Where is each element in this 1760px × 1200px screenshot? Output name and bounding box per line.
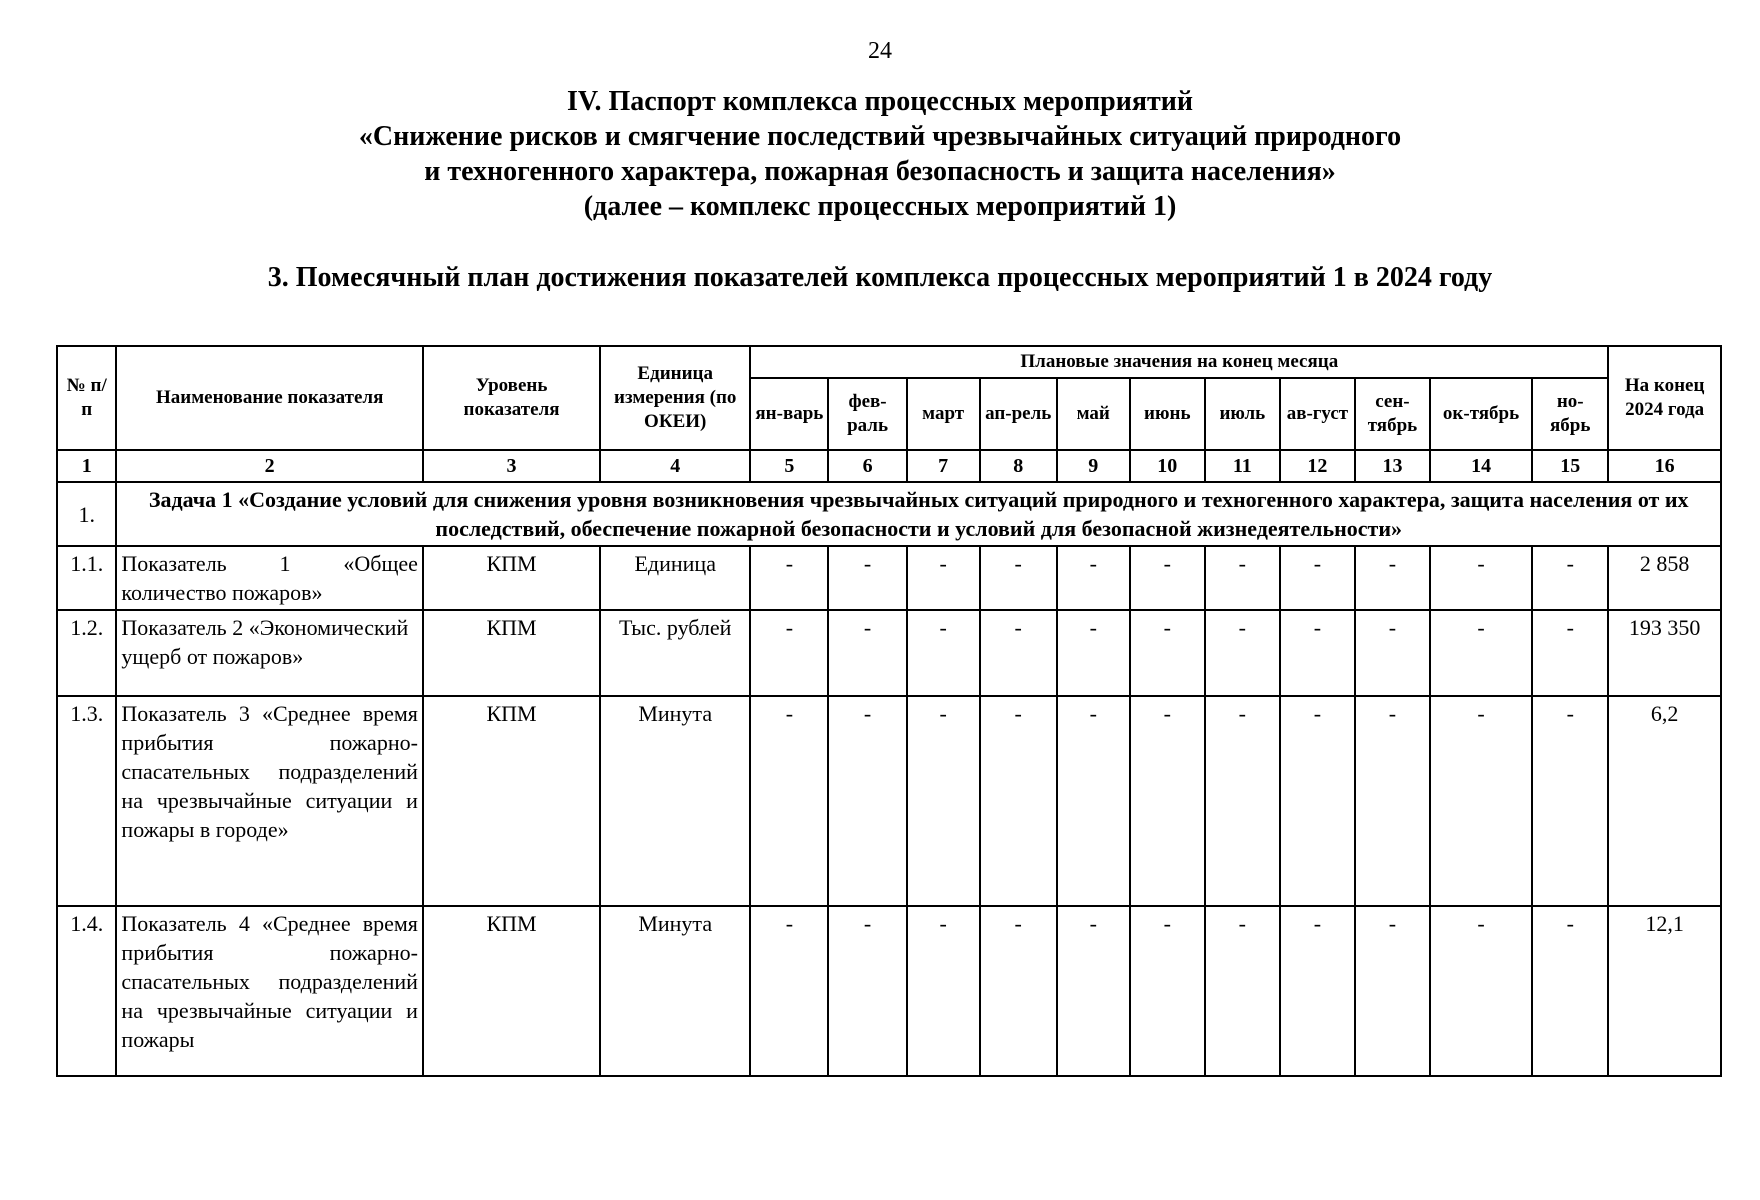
header-month: но-ябрь [1532,378,1608,450]
month-value: - [907,610,980,696]
row-num: 1.1. [57,546,116,610]
indicator-unit: Единица [600,546,750,610]
header-month: ок-тябрь [1430,378,1532,450]
table-row [57,546,1721,610]
month-value: - [1205,546,1280,610]
header-month: ав-густ [1280,378,1355,450]
month-value: - [1205,906,1280,1076]
month-value: - [1355,696,1430,906]
month-value: - [750,906,828,1076]
table-row [57,696,1721,906]
table-row [57,906,1721,1076]
indicator-level: КПМ [423,610,600,696]
column-number: 7 [907,450,980,482]
month-value: - [1130,696,1205,906]
indicator-name: Показатель 1 «Общее количество пожаров» [116,546,423,610]
section-subtitle: 3. Помесячный план достижения показателей комплекса процессных мероприятий 1 в 2024 году [267,262,1493,293]
column-number: 3 [423,450,600,482]
header-name: Наименование показателя [116,346,423,450]
header-month: июнь [1130,378,1205,450]
header-month: фев-раль [828,378,906,450]
title-line: (далее – комплекс процессных мероприятий 1) [583,191,1177,222]
row-num: 1.3. [57,696,116,906]
indicator-unit: Тыс. рублей [600,610,750,696]
header-month: ап-рель [980,378,1057,450]
month-value: - [980,546,1057,610]
header-num: № п/п [57,346,116,450]
column-number: 15 [1532,450,1608,482]
month-value: - [1130,610,1205,696]
column-number: 16 [1608,450,1721,482]
month-value: - [1532,610,1608,696]
column-number: 6 [828,450,906,482]
header-month: сен-тябрь [1355,378,1430,450]
month-value: - [907,696,980,906]
table-row [57,610,1721,696]
header-planned-values: Плановые значения на конец месяца [750,346,1608,378]
column-number: 2 [116,450,423,482]
indicator-name: Показатель 4 «Среднее время прибытия пожарно-спасательных подразделений на чрезвычайные ситуации и пожары [116,906,423,1076]
month-value: - [1057,546,1130,610]
month-value: - [1355,906,1430,1076]
indicator-level: КПМ [423,906,600,1076]
month-value: - [828,546,906,610]
final-value: 2 858 [1608,546,1721,610]
final-value: 193 350 [1608,610,1721,696]
header-level: Уровень показателя [423,346,600,450]
month-value: - [1532,906,1608,1076]
month-value: - [1130,906,1205,1076]
month-value: - [1130,546,1205,610]
column-number: 12 [1280,450,1355,482]
header-month: май [1057,378,1130,450]
month-value: - [828,906,906,1076]
month-value: - [1532,546,1608,610]
document-title [0,84,1760,224]
month-value: - [1430,696,1532,906]
header-final: На конец 2024 года [1608,346,1721,450]
month-value: - [1430,546,1532,610]
task-row [57,482,1721,546]
task-text: Задача 1 «Создание условий для снижения уровня возникновения чрезвычайных ситуаций природного и техногенного характера, защита населения от их последствий, обеспечение пожарной безопасности и условий для безопасной жизнедеятельности» [116,482,1721,546]
column-number: 11 [1205,450,1280,482]
month-value: - [1430,610,1532,696]
title-line: и техногенного характера, пожарная безопасность и защита населения» [424,156,1336,187]
month-value: - [980,696,1057,906]
title-line: «Снижение рисков и смягчение последствий чрезвычайных ситуаций природного [358,121,1402,152]
page-number: 24 [868,38,892,64]
month-value: - [828,696,906,906]
indicator-name: Показатель 2 «Экономический ущерб от пожаров» [116,610,423,696]
indicator-level: КПМ [423,696,600,906]
month-value: - [828,610,906,696]
month-value: - [980,906,1057,1076]
month-value: - [1057,906,1130,1076]
column-number: 14 [1430,450,1532,482]
month-value: - [1355,546,1430,610]
header-month: ян-варь [750,378,828,450]
monthly-plan-table [56,345,1722,1077]
month-value: - [1280,906,1355,1076]
task-num: 1. [57,482,116,546]
month-value: - [907,906,980,1076]
month-value: - [750,546,828,610]
month-value: - [1057,610,1130,696]
indicator-unit: Минута [600,906,750,1076]
indicator-unit: Минута [600,696,750,906]
column-number: 4 [600,450,750,482]
month-value: - [1280,696,1355,906]
month-value: - [1280,546,1355,610]
header-month: июль [1205,378,1280,450]
month-value: - [1280,610,1355,696]
column-number: 10 [1130,450,1205,482]
final-value: 6,2 [1608,696,1721,906]
column-number-row [57,450,1721,482]
indicator-level: КПМ [423,546,600,610]
month-value: - [907,546,980,610]
month-value: - [1430,906,1532,1076]
row-num: 1.4. [57,906,116,1076]
indicator-name: Показатель 3 «Среднее время прибытия пожарно-спасательных подразделений на чрезвычайные ситуации и пожары в городе» [116,696,423,906]
header-month: март [907,378,980,450]
column-number: 9 [1057,450,1130,482]
column-number: 1 [57,450,116,482]
final-value: 12,1 [1608,906,1721,1076]
title-line: IV. Паспорт комплекса процессных мероприятий [566,86,1194,117]
month-value: - [980,610,1057,696]
month-value: - [750,610,828,696]
header-unit: Единица измерения (по ОКЕИ) [600,346,750,450]
month-value: - [1355,610,1430,696]
column-number: 8 [980,450,1057,482]
month-value: - [750,696,828,906]
month-value: - [1057,696,1130,906]
month-value: - [1205,696,1280,906]
column-number: 13 [1355,450,1430,482]
month-value: - [1205,610,1280,696]
column-number: 5 [750,450,828,482]
row-num: 1.2. [57,610,116,696]
month-value: - [1532,696,1608,906]
